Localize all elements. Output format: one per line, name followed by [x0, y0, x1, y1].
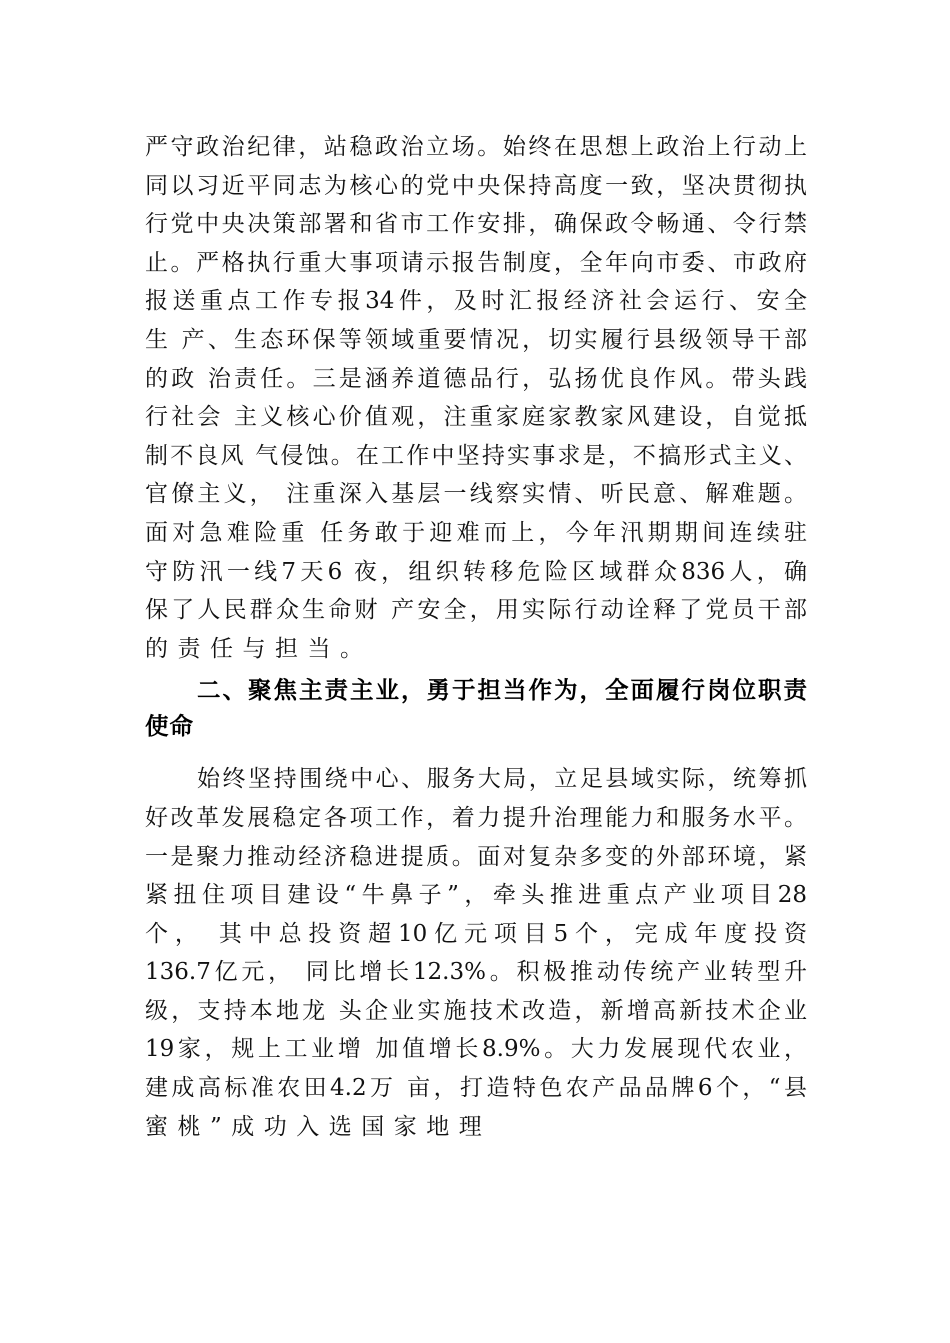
heading-line: 使命 [145, 712, 194, 741]
text-line: 严守政治纪律，站稳政治立场。始终在思想上政治上行动上 [145, 134, 807, 160]
text-line: 级，支持本地龙 头企业实施技术改造，新增高新技术企业 [145, 997, 807, 1024]
text-line: 始终坚持围绕中心、服务大局，立足县域实际，统筹抓 [197, 766, 807, 793]
text-line: 止。严格执行重大事项请示报告制度，全年向市委、市政府 [145, 249, 807, 276]
text-line: 蜜桃”成功入选国家地理 [145, 1113, 492, 1140]
text-line: 136.7亿元， 同比增长12.3%。积极推动传统产业转型升 [145, 959, 807, 986]
text-line: 保了人民群众生命财 产安全，用实际行动诠释了党员干部 [145, 597, 807, 624]
text-line: 生 产、生态环保等领域重要情况，切实履行县级领导干部 [145, 326, 807, 353]
text-line: 的政 治责任。三是涵养道德品行，弘扬优良作风。带头践 [145, 365, 807, 392]
text-line: 建成高标准农田4.2万 亩，打造特色农产品品牌6个，“县 [145, 1075, 807, 1102]
text-line: 官僚主义， 注重深入基层一线察实情、听民意、解难题。 [145, 481, 807, 508]
text-line: 行社会 主义核心价值观，注重家庭家教家风建设，自觉抵 [145, 404, 807, 431]
text-line: 的责任与担当。 [145, 635, 373, 662]
heading-line: 二、聚焦主责主业，勇于担当作为，全面履行岗位职责 [197, 676, 807, 705]
section-heading [145, 672, 807, 744]
text-line: 好改革发展稳定各项工作，着力提升治理能力和服务水平。 [145, 804, 807, 831]
paragraph-main-responsibilities [145, 760, 807, 1146]
paragraph-political-discipline [145, 128, 807, 668]
text-line: 报送重点工作专报34件，及时汇报经济社会运行、安全 [145, 288, 807, 315]
text-line: 个， 其中总投资超10亿元项目5个，完成年度投资 [145, 920, 807, 947]
text-line: 守防汛一线7天6 夜，组织转移危险区域群众836人，确 [145, 558, 807, 585]
text-line: 19家，规上工业增 加值增长8.9%。大力发展现代农业， [145, 1036, 807, 1063]
text-line: 同以习近平同志为核心的党中央保持高度一致，坚决贯彻执 [145, 172, 807, 199]
text-line: 面对急难险重 任务敢于迎难而上，今年汛期期间连续驻 [145, 519, 807, 546]
document-page [145, 128, 807, 1146]
text-line: 紧扭住项目建设“牛鼻子”，牵头推进重点产业项目28 [145, 882, 807, 909]
text-line: 行党中央决策部署和省市工作安排，确保政令畅通、令行禁 [145, 211, 807, 238]
text-line: 一是聚力推动经济稳进提质。面对复杂多变的外部环境，紧 [145, 843, 807, 870]
text-line: 制不良风 气侵蚀。在工作中坚持实事求是，不搞形式主义、 [145, 442, 807, 469]
